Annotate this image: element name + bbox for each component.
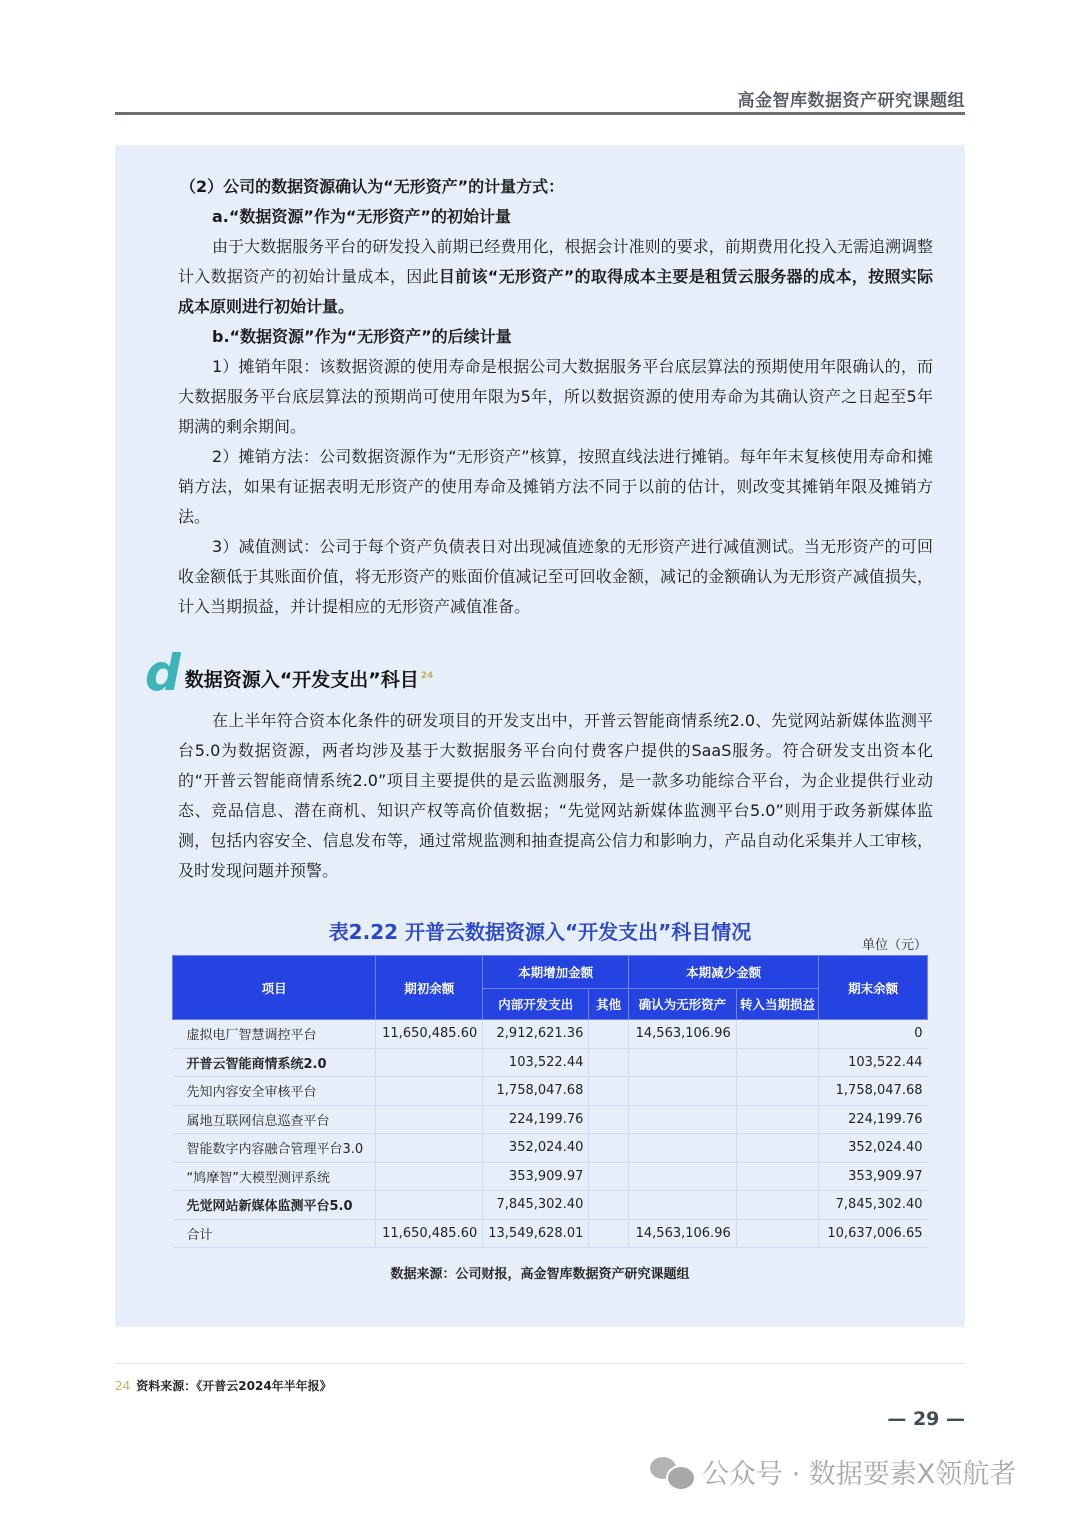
section-c-content: [178, 172, 933, 622]
header-increase: 本期增加金额: [483, 956, 629, 989]
cell-item: 先知内容安全审核平台: [173, 1077, 376, 1106]
footnote-text: 资料来源：《开普云2024年半年报》: [136, 1379, 332, 1393]
cell-other: [589, 1048, 629, 1077]
header-title: 高金智库数据资产研究课题组: [737, 91, 965, 111]
cell-other: [589, 1020, 629, 1049]
table-row: [173, 1020, 928, 1049]
cell-internal: 224,199.76: [483, 1105, 589, 1134]
table-row: [173, 1191, 928, 1220]
cell-intangible: [628, 1077, 736, 1106]
cell-opening: 11,650,485.60: [376, 1219, 483, 1248]
cell-intangible: [628, 1048, 736, 1077]
footnote-ref[interactable]: 24: [420, 671, 434, 681]
section-d-heading: [145, 644, 434, 702]
cell-intangible: [628, 1134, 736, 1163]
header-decrease-pl: 转入当期损益: [736, 989, 819, 1020]
section-d-title-text: 数据资源入“开发支出”科目: [184, 669, 419, 691]
table-row: [173, 1219, 928, 1248]
cell-item: 属地互联网信息巡查平台: [173, 1105, 376, 1134]
cell-internal: 103,522.44: [483, 1048, 589, 1077]
cell-internal: 352,024.40: [483, 1134, 589, 1163]
subheading-b: b.“数据资源”作为“无形资产”的后续计量: [212, 327, 512, 346]
cell-other: [589, 1219, 629, 1248]
footnote: [115, 1377, 332, 1394]
cell-intangible: 14,563,106.96: [628, 1219, 736, 1248]
wechat-icon: [650, 1455, 694, 1489]
header-increase-other: 其他: [589, 989, 629, 1020]
section-d-content: [178, 706, 933, 886]
cell-closing: 353,909.97: [819, 1162, 928, 1191]
paragraph-b1: 1）摊销年限：该数据资源的使用寿命是根据公司大数据服务平台底层算法的预期使用年限确认的，而大数据服务平台底层算法的预期尚可使用年限为5年，所以数据资源的使用寿命为其确认资产之日起至5年期满的剩余期间。: [178, 357, 933, 436]
paragraph-a-normal: 由于大数据服务平台的研发投入前期已经费用化，根据会计准则的要求，前期费用化投入无需追溯调整计入数据资产的初始计量成本，因此: [178, 237, 933, 286]
header-decrease: 本期减少金额: [628, 956, 818, 989]
cell-item: 开普云智能商情系统2.0: [173, 1048, 376, 1077]
header-rule: [115, 112, 965, 115]
header-decrease-intangible: 确认为无形资产: [628, 989, 736, 1020]
cell-item: 先觉网站新媒体监测平台5.0: [173, 1191, 376, 1220]
cell-opening: [376, 1077, 483, 1106]
table-source: 数据来源：公司财报，高金智库数据资产研究课题组: [390, 1267, 690, 1282]
footnote-number: 24: [115, 1379, 131, 1393]
cell-other: [589, 1077, 629, 1106]
cell-internal: 2,912,621.36: [483, 1020, 589, 1049]
cell-pl: [736, 1219, 819, 1248]
table-row: [173, 1077, 928, 1106]
cell-intangible: 14,563,106.96: [628, 1020, 736, 1049]
paragraph-b3: 3）减值测试：公司于每个资产负债表日对出现减值迹象的无形资产进行减值测试。当无形资产的可回收金额低于其账面价值，将无形资产的账面价值减记至可回收金额，减记的金额确认为无形资产减值损失，计入当期损益，并计提相应的无形资产减值准备。: [178, 537, 933, 616]
page-number: — 29 —: [887, 1408, 965, 1430]
cell-opening: [376, 1105, 483, 1134]
cell-opening: [376, 1134, 483, 1163]
paragraph-a: [178, 232, 933, 322]
table-title: 表2.22 开普云数据资源入“开发支出”科目情况: [328, 920, 752, 944]
table-row: [173, 1134, 928, 1163]
header-closing: 期末余额: [819, 956, 928, 1020]
cell-internal: 1,758,047.68: [483, 1077, 589, 1106]
section-d-paragraph: 在上半年符合资本化条件的研发项目的开发支出中，开普云智能商情系统2.0、先觉网站新媒体监测平台5.0为数据资源，两者均涉及基于大数据服务平台向付费客户提供的SaaS服务。符合研发支出资本化的“开普云智能商情系统2.0”项目主要提供的是云监测服务，是一款多功能综合平台，为企业提供行业动态、竞品信息、潜在商机、知识产权等高价值数据；“先觉网站新媒体监测平台5.0”则用于政务新媒体监测，包括内容安全、信息发布等，通过常规监测和抽查提高公信力和影响力，产品自动化采集并人工审核，及时发现问题并预警。: [178, 711, 933, 880]
section-heading: （2）公司的数据资源确认为“无形资产”的计量方式：: [180, 177, 565, 196]
cell-pl: [736, 1134, 819, 1163]
subheading-a: a.“数据资源”作为“无形资产”的初始计量: [212, 207, 511, 226]
section-d-title: [185, 665, 434, 695]
cell-intangible: [628, 1162, 736, 1191]
cell-closing: 352,024.40: [819, 1134, 928, 1163]
cell-closing: 7,845,302.40: [819, 1191, 928, 1220]
cell-closing: 224,199.76: [819, 1105, 928, 1134]
table-unit: 单位（元）: [861, 938, 927, 953]
cell-intangible: [628, 1191, 736, 1220]
cell-opening: 11,650,485.60: [376, 1020, 483, 1049]
cell-pl: [736, 1077, 819, 1106]
cell-opening: [376, 1191, 483, 1220]
cell-pl: [736, 1162, 819, 1191]
section-letter-icon: d: [145, 644, 181, 702]
header-opening: 期初余额: [376, 956, 483, 1020]
cell-item: 智能数字内容融合管理平台3.0: [173, 1134, 376, 1163]
header-increase-internal: 内部开发支出: [483, 989, 589, 1020]
cell-intangible: [628, 1105, 736, 1134]
header-item: 项目: [173, 956, 376, 1020]
cell-closing: 10,637,006.65: [819, 1219, 928, 1248]
table-row: [173, 1048, 928, 1077]
cell-closing: 103,522.44: [819, 1048, 928, 1077]
watermark-text: 公众号 · 数据要素X领航者: [702, 1459, 1017, 1490]
cell-item: “鸠摩智”大模型测评系统: [173, 1162, 376, 1191]
footnote-rule: [115, 1363, 965, 1364]
table-body: [173, 1020, 928, 1248]
cell-other: [589, 1134, 629, 1163]
paragraph-a-bold: 目前该“无形资产”的取得成本主要是租赁云服务器的成本，按照实际成本原则进行初始计量。: [178, 267, 933, 316]
cell-item: 虚拟电厂智慧调控平台: [173, 1020, 376, 1049]
cell-opening: [376, 1162, 483, 1191]
table-row: [173, 1105, 928, 1134]
cell-internal: 353,909.97: [483, 1162, 589, 1191]
cell-closing: 1,758,047.68: [819, 1077, 928, 1106]
cell-internal: 7,845,302.40: [483, 1191, 589, 1220]
cell-other: [589, 1162, 629, 1191]
cell-pl: [736, 1191, 819, 1220]
data-table: [172, 955, 928, 1248]
paragraph-b2: 2）摊销方法：公司数据资源作为“无形资产”核算，按照直线法进行摊销。每年年末复核使用寿命和摊销方法，如果有证据表明无形资产的使用寿命及摊销方法不同于以前的估计，则改变其摊销年限及摊销方法。: [178, 447, 933, 526]
cell-pl: [736, 1048, 819, 1077]
cell-other: [589, 1191, 629, 1220]
cell-internal: 13,549,628.01: [483, 1219, 589, 1248]
cell-opening: [376, 1048, 483, 1077]
cell-other: [589, 1105, 629, 1134]
watermark: [650, 1452, 1016, 1491]
cell-item: 合计: [173, 1219, 376, 1248]
cell-closing: 0: [819, 1020, 928, 1049]
cell-pl: [736, 1105, 819, 1134]
table-row: [173, 1162, 928, 1191]
cell-pl: [736, 1020, 819, 1049]
